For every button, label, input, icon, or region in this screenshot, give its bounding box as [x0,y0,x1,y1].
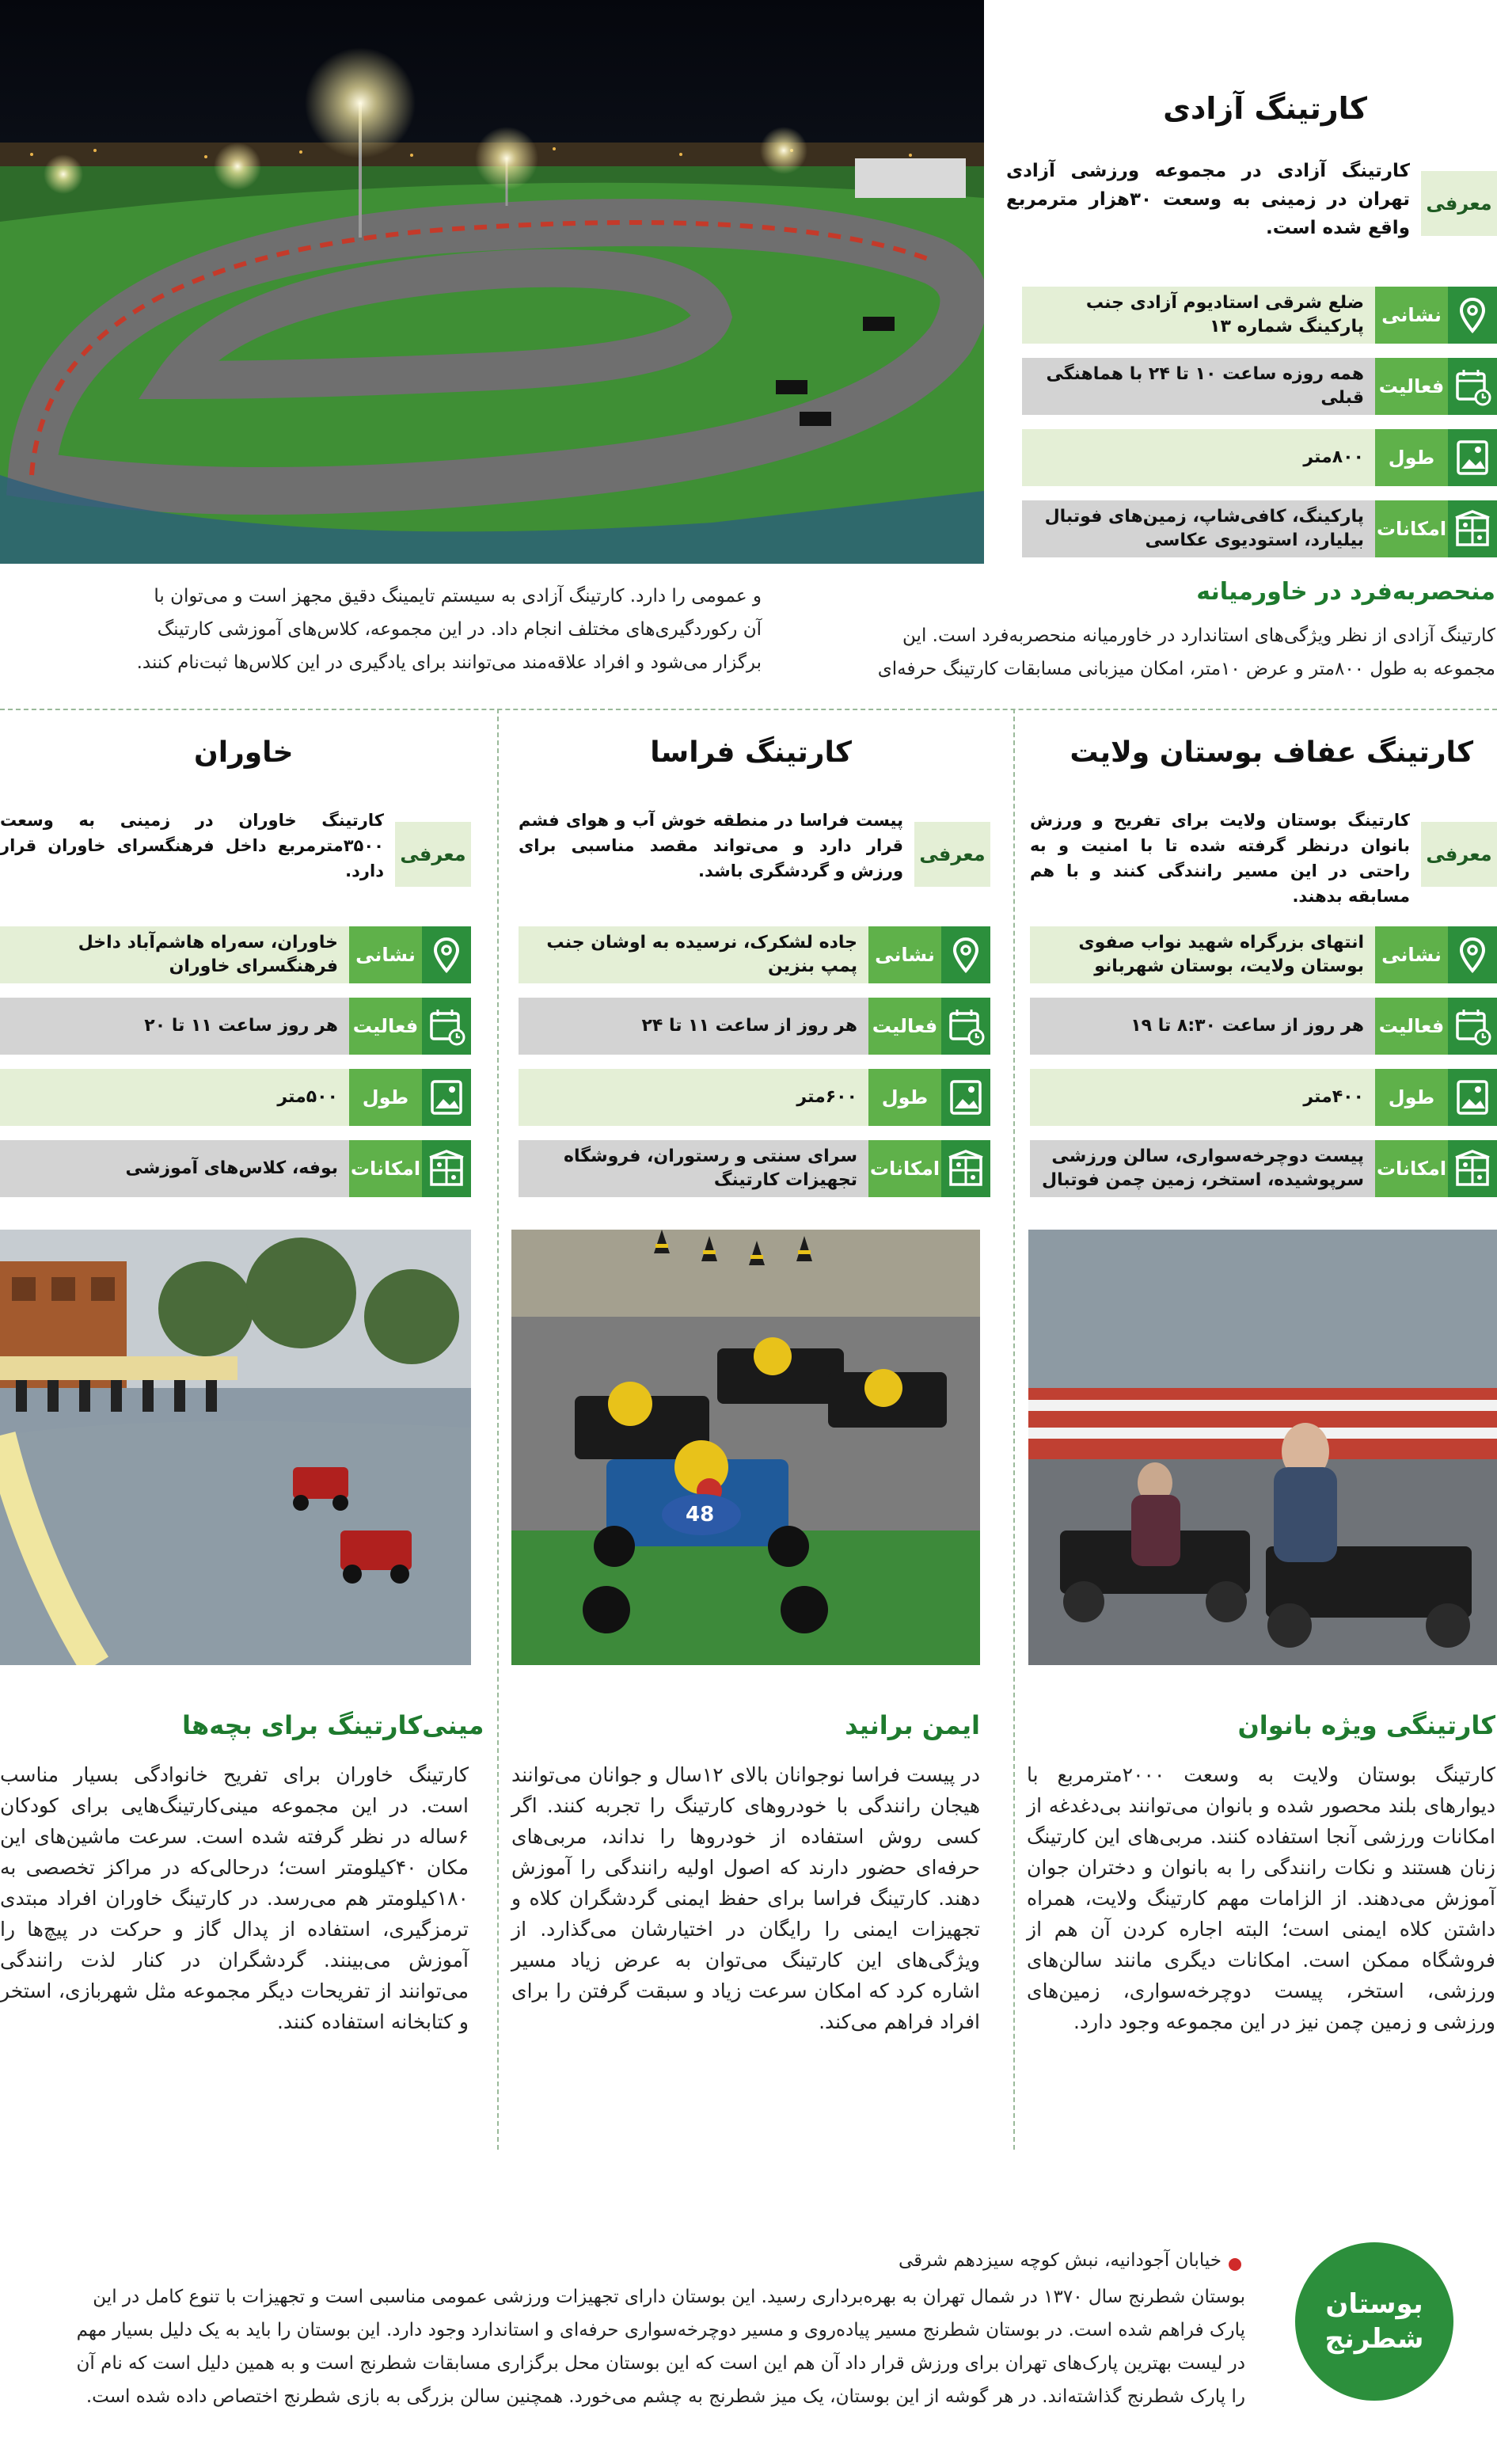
row-value: ۵۰۰متر [0,1069,349,1126]
row-value: خاوران، سه‌راه هاشم‌آباد داخل فرهنگسرای خاوران [0,926,349,983]
badge-line-2: شطرنج [1324,2323,1424,2355]
location-pin-icon [1448,926,1497,983]
row-label: فعالیت [1375,358,1448,415]
khavaran-body: کارتینگ خاوران برای تفریح خانوادگی بسیار مناسب است. در این مجموعه مینی‌کارتینگ‌هایی برای کودکان ۶ساله در نظر گرفته شده است. سرعت ماشین‌های این مکان ۴۰کیلومتر است؛ درحالی‌که در مراکز تخصصی به ۱۸۰کیلومتر هم می‌رسد. در کارتینگ خاوران افراد مبتدی ترمزگیری، استفاده از پدال گاز و حرکت در پیچ‌ها را آموزش می‌بینند. گردشگران در کنار لذت رانندگی می‌توانند از تفریحات دیگر مجموعه مثل شهربازی، استخر و کتابخانه استفاده کنند. [0,1763,469,2033]
azadi-left-line-1: و عمومی را دارد. کارتینگ آزادی به سیستم تایمینگ دقیق مجهز است و می‌توان با [154,586,762,606]
row-value: ۴۰۰متر [1030,1069,1375,1126]
farasa-row-length [519,1069,990,1126]
address-bullet-icon [1229,2258,1241,2271]
row-value: هر روز از ساعت ۱۱ تا ۲۴ [519,998,868,1055]
intro-text: کارتینگ خاوران در زمینی به وسعت ۳۵۰۰مترمربع داخل فرهنگسرای خاوران قرار دارد. [0,811,384,880]
intro-text: کارتینگ بوستان ولایت برای تفریح و ورزش بانوان درنظر گرفته شده تا با امنیت و به راحتی در این مسیر رانندگی کنند و با هم مسابقه بدهند. [1030,811,1410,906]
map-photo-icon [422,1069,471,1126]
azadi-track-photo [0,0,984,564]
badge-line-1: بوستان [1325,2288,1423,2320]
farasa-row-facilities [519,1140,990,1197]
khavaran-photo [0,1230,471,1665]
location-pin-icon [1448,287,1497,344]
azadi-row-facilities [1022,500,1497,557]
row-label: طول [349,1069,422,1126]
row-label: نشانی [868,926,941,983]
khavaran-row-activity [0,998,471,1055]
row-value: همه روزه ساعت ۱۰ تا ۲۴ با هماهنگی قبلی [1022,358,1375,415]
azadi-row-length [1022,429,1497,486]
farasa-body: در پیست فراسا نوجوانان بالای ۱۲سال و جوانان می‌توانند هیجان رانندگی با خودروهای کارتینگ را تجربه کنند. اگر کسی روش استفاده از خودروها را نداند، مربی‌های حرفه‌ای حضور دارند که اصول اولیه رانندگی را آموزش دهند. کارتینگ فراسا برای حفظ ایمنی گردشگران کلاه و تجهیزات ایمنی را رایگان در اختیارشان می‌گذارد. از ویژگی‌های این کارتینگ می‌توان به عرض زیاد مسیر اشاره کرد که امکان سرعت زیاد و سبقت گرفتن را برای افراد فراهم می‌کند. [511,1763,980,2033]
footer-line-1: بوستان شطرنج سال ۱۳۷۰ در شمال تهران به بهره‌برداری رسید. این بوستان دارای تجهیزات ورزشی عمومی مناسبی است و تجهیزات با تنوع کامل در این [93,2287,1245,2307]
row-label: نشانی [1375,287,1448,344]
row-value: هر روز از ساعت ۸:۳۰ تا ۱۹ [1030,998,1375,1055]
row-value: ۶۰۰متر [519,1069,868,1126]
row-label: نشانی [349,926,422,983]
intro-text: پیست فراسا در منطقه خوش آب و هوای فشم قرار دارد و می‌تواند مقصد مناسبی برای ورزش و گردشگری باشد. [519,811,903,880]
footer-address: خیابان آجودانیه، نبش کوچه سیزدهم شرقی [899,2250,1222,2271]
azadi-row-activity [1022,358,1497,415]
intro-label: معرفی [395,822,471,887]
azadi-sub-line-2: مجموعه به طول ۸۰۰متر و عرض ۱۰متر، امکان میزبانی مسابقات کارتینگ حرفه‌ای [877,659,1495,679]
row-value: پیست دوچرخه‌سواری، سالن ورزشی سرپوشیده، استخر، زمین چمن فوتبال [1030,1140,1375,1197]
azadi-title: کارتینگ آزادی [1163,91,1367,126]
calendar-clock-icon [941,998,990,1055]
velayat-body: کارتینگ بوستان ولایت به وسعت ۲۰۰۰مترمربع با دیوارهای بلند محصور شده و بانوان می‌توانند بی‌دغدغه از امکانات ورزشی آنجا استفاده کنند. مربی‌های این کارتینگ زنان هستند و نکات رانندگی را به بانوان و دختران جوان آموزش می‌دهند. از الزامات مهم کارتینگ ولایت، همراه داشتن کلاه ایمنی است؛ البته اجاره کردن آن هم از فروشگاه ممکن است. امکانات دیگری مانند سالن‌های ورزشی، استخر، پیست دوچرخه‌سواری، زمین‌های ورزشی و زمین چمن نیز در این مجموعه وجود دارد. [1027,1763,1496,2033]
row-label: فعالیت [868,998,941,1055]
intro-text: کارتینگ آزادی در مجموعه ورزشی آزادی تهران در زمینی به وسعت ۳۰هزار مترمربع واقع شده است. [1006,161,1410,238]
map-photo-icon [1448,1069,1497,1126]
farasa-row-address [519,926,990,983]
farasa-title: کارتینگ فراسا [650,736,852,769]
row-label: امکانات [868,1140,941,1197]
farasa-intro [519,808,990,901]
calendar-clock-icon [422,998,471,1055]
khavaran-title: خاوران [194,736,294,769]
row-value: جاده لشکرک، نرسیده به اوشان جنب پمپ بنزین [519,926,868,983]
row-value: ۸۰۰متر [1022,429,1375,486]
azadi-subtitle: منحصربه‌فرد در خاورمیانه [1196,578,1495,606]
khavaran-row-address [0,926,471,983]
row-label: نشانی [1375,926,1448,983]
facilities-icon [422,1140,471,1197]
khavaran-row-facilities [0,1140,471,1197]
azadi-left-line-2: آن رکوردگیری‌های مختلف انجام داد. در این مجموعه، کلاس‌های آموزشی کارتینگ [157,619,762,640]
row-value: انتهای بزرگراه شهید نواب صفوی بوستان ولایت، بوستان شهربانو [1030,926,1375,983]
calendar-clock-icon [1448,358,1497,415]
velayat-row-facilities [1030,1140,1497,1197]
column-divider [497,709,499,2150]
row-value: هر روز ساعت ۱۱ تا ۲۰ [0,998,349,1055]
column-divider [1013,709,1015,2150]
azadi-row-address [1022,287,1497,344]
footer-line-2: پارک فراهم شده است. در بوستان شطرنج مسیر پیاده‌روی و مسیر دوچرخه‌سواری حرفه‌ای و استاندارد وجود دارد. این بوستان را باید به یک دلیل بسیار مهم [76,2320,1245,2340]
svg-text:48: 48 [686,1503,715,1527]
azadi-sub-line-1: کارتینگ آزادی از نظر ویژگی‌های استاندارد در خاورمیانه منحصربه‌فرد است. این [902,626,1495,646]
row-label: طول [1375,1069,1448,1126]
location-pin-icon [941,926,990,983]
row-label: طول [1375,429,1448,486]
footer-line-4: را پارک شطرنج گذاشته‌اند. در هر گوشه از این بوستان، یک میز شطرنج به چشم می‌خورد. همچنین سالن بزرگی به بازی شطرنج اختصاص داده شده است. [85,2386,1245,2407]
row-value: سرای سنتی و رستوران، فروشگاه تجهیزات کارتینگ [519,1140,868,1197]
row-value: بوفه، کلاس‌های آموزشی [0,1140,349,1197]
velayat-photo [1028,1230,1497,1665]
map-photo-icon [1448,429,1497,486]
row-value: ضلع شرقی استادیوم آزادی جنب پارکینگ شماره ۱۳ [1022,287,1375,344]
velayat-row-length [1030,1069,1497,1126]
facilities-icon [941,1140,990,1197]
farasa-row-activity [519,998,990,1055]
intro-label: معرفی [1421,171,1497,236]
row-label: امکانات [1375,500,1448,557]
row-label: امکانات [1375,1140,1448,1197]
row-label: فعالیت [1375,998,1448,1055]
section-divider [0,709,1497,710]
intro-label: معرفی [914,822,990,887]
velayat-intro [1030,808,1497,906]
farasa-subtitle: ایمن برانید [845,1710,980,1740]
chess-park-badge [1295,2242,1453,2401]
row-label: امکانات [349,1140,422,1197]
intro-label: معرفی [1421,822,1497,887]
khavaran-subtitle: مینی‌کارتینگ برای بچه‌ها [182,1710,484,1740]
location-pin-icon [422,926,471,983]
khavaran-intro [0,808,471,901]
velayat-row-address [1030,926,1497,983]
khavaran-row-length [0,1069,471,1126]
farasa-photo [511,1230,980,1665]
velayat-subtitle: کارتینگی ویژه بانوان [1237,1710,1495,1740]
row-label: طول [868,1069,941,1126]
azadi-left-line-3: برگزار می‌شود و افراد علاقه‌مند می‌توانند برای یادگیری در این کلاس‌ها ثبت‌نام کنند. [136,652,762,673]
velayat-title: کارتینگ عفاف بوستان ولایت [1070,736,1473,769]
facilities-icon [1448,1140,1497,1197]
map-photo-icon [941,1069,990,1126]
calendar-clock-icon [1448,998,1497,1055]
footer-line-3: در لیست بهترین پارک‌های تهران برای ورزش قرار داد آن هم این است که این بوستان محل برگزاری مسابقات شطرنج است و به همین دلیل است که نام آن [76,2353,1245,2374]
facilities-icon [1448,500,1497,557]
azadi-intro [1006,157,1497,250]
velayat-row-activity [1030,998,1497,1055]
row-label: فعالیت [349,998,422,1055]
row-value: پارکینگ، کافی‌شاپ، زمین‌های فوتبال بیلیارد، استودیوی عکاسی [1022,500,1375,557]
